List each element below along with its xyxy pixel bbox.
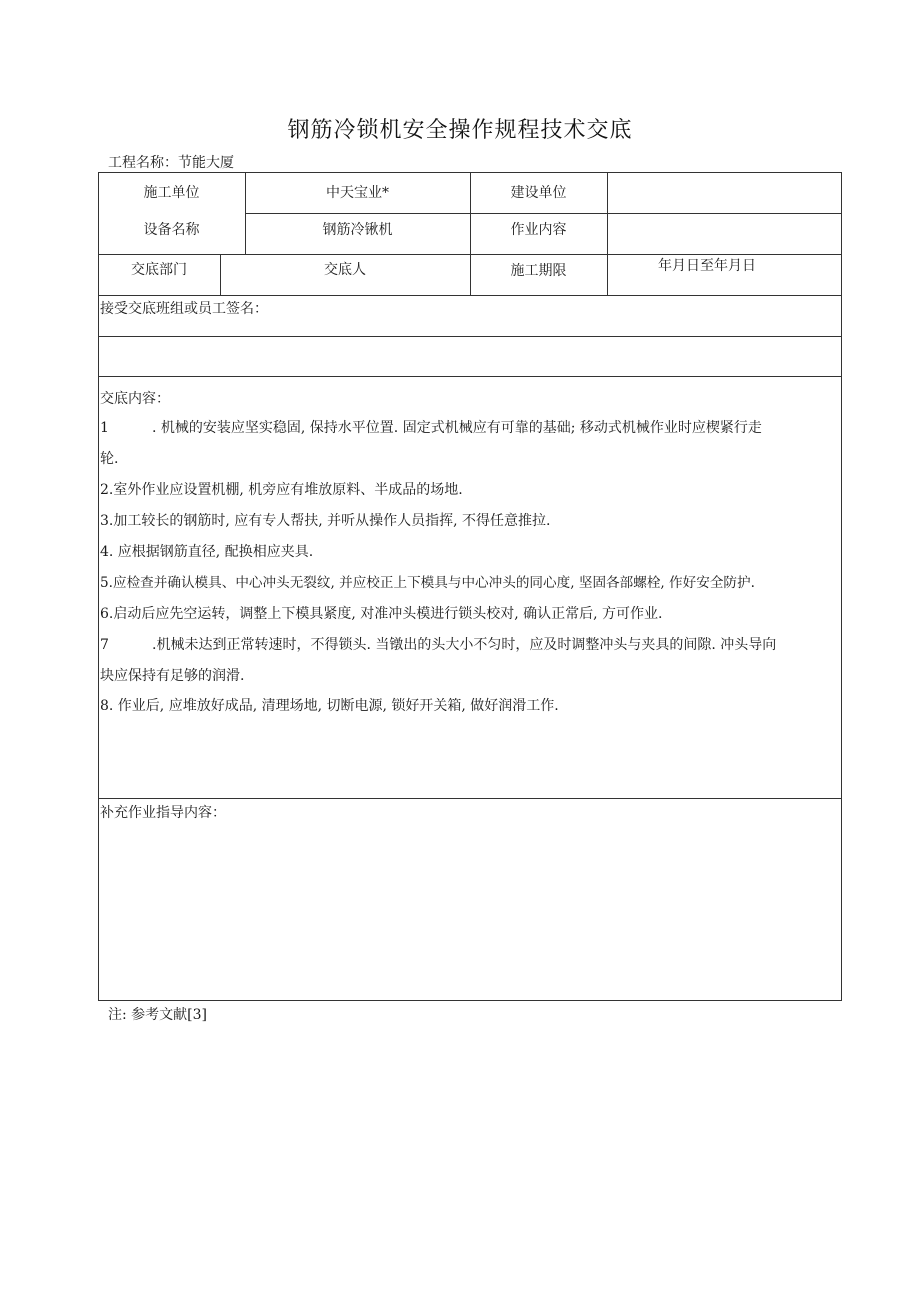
footnote: 注: 参考文献[3]: [108, 1007, 207, 1023]
content-item-7-continued: 块应保持有足够的润滑.: [100, 668, 245, 684]
signature-label: 接受交底班组或员工签名：: [100, 301, 268, 317]
content-item-3: 3.加工较长的钢筋时, 应有专人帮扶, 并听从操作人员指挥, 不得任意推拉.: [100, 513, 551, 529]
supplement-label: 补充作业指导内容：: [100, 805, 226, 821]
content-item-2: 2.室外作业应设置机棚, 机旁应有堆放原料、半成品的场地.: [100, 482, 463, 498]
row-divider: [98, 798, 842, 799]
item-number: 1: [100, 420, 109, 436]
content-label: 交底内容：: [100, 391, 170, 407]
item-text: .机械未达到正常转速时，不得锁头. 当镦出的头大小不匀时，应及时调整冲头与夹具的间隙. 冲头导向: [152, 637, 777, 653]
content-item-7: [100, 637, 776, 653]
briefing-dept-label: 交底部门: [131, 262, 187, 278]
column-divider: [607, 172, 608, 295]
equipment-name-value: 钢筋冷锹机: [322, 222, 393, 238]
construction-unit-value: 中天宝业*: [326, 185, 389, 201]
content-item-1-continued: 轮.: [100, 451, 119, 467]
row-divider: [98, 295, 842, 296]
briefing-person-label: 交底人: [324, 262, 366, 278]
work-content-label: 作业内容: [510, 222, 567, 238]
equipment-name-label: 设备名称: [143, 222, 200, 238]
row-divider: [98, 376, 842, 377]
content-item-5: 5.应检查并确认模具、中心冲头无裂纹, 并应校正上下模具与中心冲头的同心度, 坚固各部螺栓, 作好安全防护.: [100, 575, 755, 591]
period-value: 年月日至年月日: [658, 258, 756, 274]
construction-unit-label: 施工单位: [143, 185, 200, 201]
document-title: 钢筋冷锁机安全操作规程技术交底: [287, 118, 633, 143]
row-divider: [98, 336, 842, 337]
client-unit-label: 建设单位: [510, 185, 567, 201]
item-number: 7: [100, 637, 109, 653]
content-item-4: 4. 应根据钢筋直径, 配换相应夹具.: [100, 544, 314, 560]
content-item-6: 6.启动后应先空运转，调整上下模具紧度, 对准冲头模进行锁头校对, 确认正常后, 方可作业.: [100, 606, 663, 622]
period-label: 施工期限: [510, 263, 567, 279]
item-text: . 机械的安装应坚实稳固, 保持水平位置. 固定式机械应有可靠的基础; 移动式机械作业时应楔紧行走: [152, 420, 762, 436]
row-divider: [245, 213, 842, 214]
project-name: 工程名称：节能大厦: [108, 155, 234, 171]
content-item-1: [100, 420, 762, 436]
content-item-8: 8. 作业后, 应堆放好成品, 清理场地, 切断电源, 锁好开关箱, 做好润滑工作.: [100, 698, 559, 714]
